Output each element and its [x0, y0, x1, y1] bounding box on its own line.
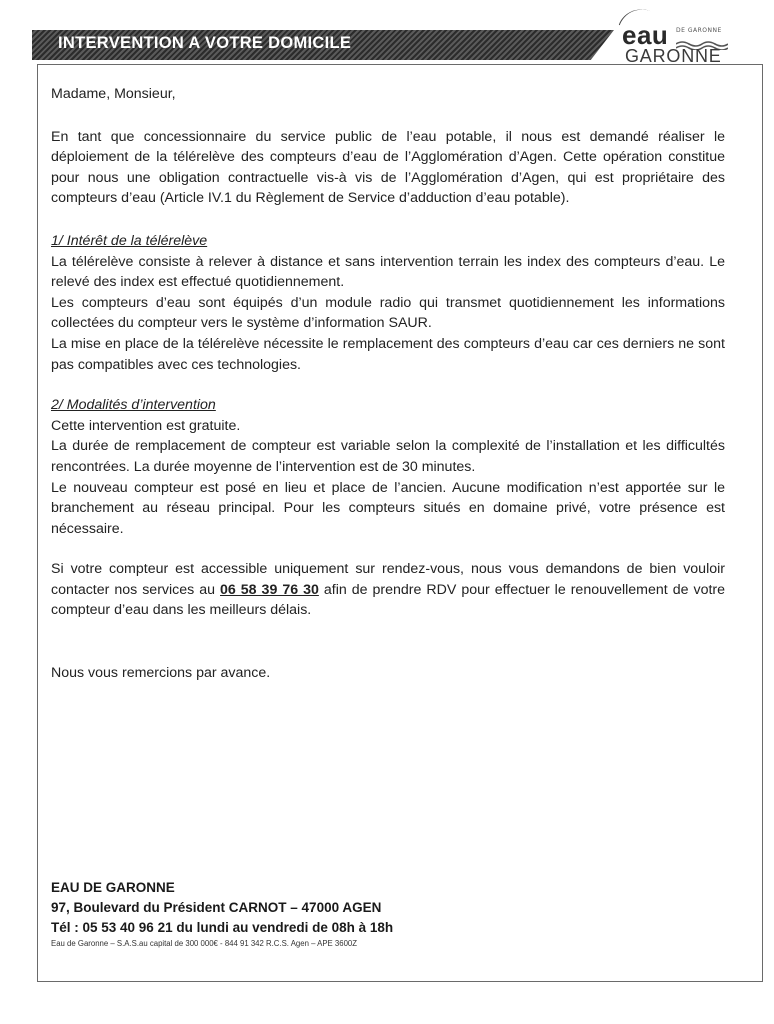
intro-paragraph: En tant que concessionnaire du service public de l’eau potable, il nous est demandé réaliser le déploiement de la télérelève des compteurs d’eau de l’Agglomération d’Agen. Cette opération constitue pour nous une obligation contractuelle vis-à vis de l’Agglomération d’Agen, qui est propriétaire des compteurs d’eau (Article IV.1 du Règlement de Service d’adduction d’eau potable). — [51, 128, 725, 207]
footer-company: EAU DE GARONNE — [51, 880, 175, 895]
footer-address: 97, Boulevard du Président CARNOT – 47000 AGEN — [51, 900, 382, 915]
section-2-title: 2/ Modalités d’intervention — [51, 397, 216, 414]
footer-tel: Tél : 05 53 40 96 21 du lundi au vendredi de 08h à 18h — [51, 920, 394, 935]
contact-text-after: afin de prendre RDV pour effectuer le renouvellement de votre compteur d’eau dans les meilleurs délais. — [51, 581, 726, 619]
contact-paragraph — [51, 559, 725, 621]
section-2-paragraph-3: Le nouveau compteur est posé en lieu et place de l’ancien. Aucune modification n’est apportée sur le branchement au réseau principal. Pour les compteurs situés en domaine privé, votre présence est nécessaire. — [51, 479, 725, 537]
section-2-paragraph-1: Cette intervention est gratuite. — [51, 417, 241, 434]
section-1-paragraph-2: Les compteurs d’eau sont équipés d’un module radio qui transmet quotidiennement les informations collectées du compteur vers le système d’information SAUR. — [51, 294, 725, 332]
logo-small-text: DE GARONNE — [676, 27, 722, 34]
thanks-line: Nous vous remercions par avance. — [51, 665, 271, 682]
footer — [51, 878, 393, 950]
eau-de-garonne-logo — [606, 6, 756, 66]
salutation: Madame, Monsieur, — [51, 86, 176, 102]
document-title: INTERVENTION A VOTRE DOMICILE — [58, 34, 352, 52]
letter-body — [51, 84, 725, 684]
section-2-paragraph-2: La durée de remplacement de compteur est variable selon la complexité de l’installation et les difficultés rencontrées. La durée moyenne de l’intervention est de 30 minutes. — [51, 438, 725, 475]
footer-legal: Eau de Garonne – S.A.S.au capital de 300 000€ - 844 91 342 R.C.S. Agen – APE 3600Z — [51, 939, 358, 948]
logo-eau-text: eau — [622, 20, 669, 50]
section-1-title: 1/ Intérêt de la télérelève — [51, 232, 208, 249]
section-1-paragraph-3: La mise en place de la télérelève nécessite le remplacement des compteurs d’eau car ces derniers ne sont pas compatibles avec ces technologies. — [51, 335, 725, 373]
section-1-paragraph-1: La télérelève consiste à relever à distance et sans intervention terrain les index des compteurs d’eau. Le relevé des index est effectué quotidiennement. — [51, 253, 725, 291]
logo-garonne-text: GARONNE — [625, 46, 722, 66]
contact-text-before: Si votre compteur est accessible uniquement sur rendez-vous, nous vous demandons de bien vouloir contacter nos services au — [51, 561, 725, 598]
contact-phone-number: 06 58 39 76 30 — [220, 581, 319, 598]
